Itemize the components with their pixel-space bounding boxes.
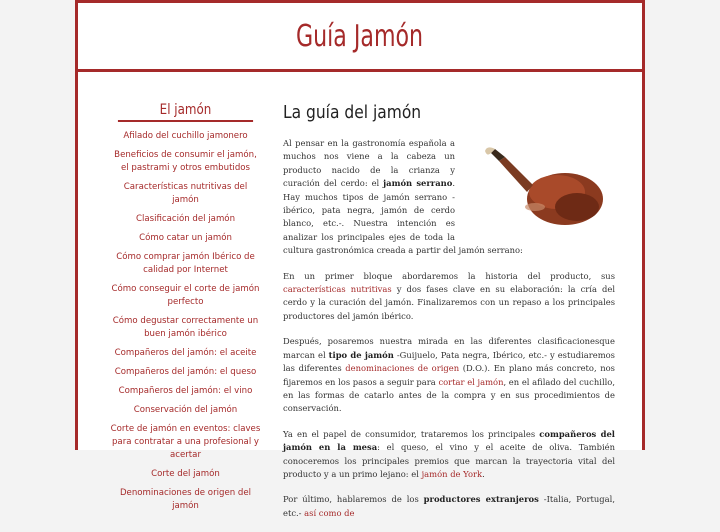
text: En un primer bloque abordaremos la historia del producto, sus [283, 270, 615, 281]
sidebar-link[interactable]: Beneficios de consumir el jamón, el pastrami y otros embutidos [114, 150, 257, 173]
bold-text: productores extranjeros [423, 494, 539, 505]
sidebar-title: El jamón [118, 102, 253, 122]
link-cortar-jamon[interactable]: cortar el jamón [438, 376, 504, 387]
link-caracteristicas[interactable]: características nutritivas [283, 284, 392, 295]
sidebar-link[interactable]: Compañeros del jamón: el vino [118, 386, 253, 396]
text: (D.O.). En plano más concreto, nos fijaremos en los pasos a seguir para [283, 363, 615, 387]
sidebar-link[interactable]: Conservación del jamón [133, 405, 238, 415]
paragraph-3 [283, 335, 615, 415]
bold-text: compañeros del jamón en la mesa [283, 428, 615, 453]
ham-leg-image [465, 137, 615, 232]
site-header [78, 0, 642, 72]
sidebar-link[interactable]: Cómo conseguir el corte de jamón perfecto [111, 284, 260, 307]
text: -Guijuelo, Pata negra, Ibérico, etc.- y estudiaremos las diferentes [283, 349, 615, 374]
paragraph-4 [283, 428, 615, 482]
link-jamon-york[interactable]: jamón de York [421, 468, 483, 479]
link-denominaciones[interactable]: denominaciones de origen [345, 363, 460, 374]
sidebar-link[interactable]: Denominaciones de origen del jamón [119, 488, 252, 511]
text: Al pensar en la gastronomía española a muchos nos viene a la cabeza un producto nacido de la crianza y curación del cerdo: el [283, 138, 455, 189]
sidebar-list [108, 130, 263, 513]
text: . Hay muchos tipos de jamón serrano -ibérico, pata negra, jamón de cerdo blanco, etc.-. Nuestra intención es analizar los principales ejes de toda la cultura gastronómica creada a partir del jamón serrano: [283, 178, 523, 256]
bold-text: tipo de jamón [328, 349, 394, 360]
sidebar-link[interactable]: Cómo comprar jamón Ibérico de calidad por Internet [116, 252, 255, 275]
sidebar [108, 102, 263, 519]
bold-text: jamón serrano [383, 178, 453, 189]
text: -Italia, Portugal, etc.- [283, 494, 615, 518]
text: , en el afilado del cuchillo, en las formas de catarlo antes de la compra y en sus procedimientos de conservación. [283, 376, 616, 414]
paragraph-5 [283, 493, 615, 520]
sidebar-link[interactable]: Clasificación del jamón [135, 214, 236, 224]
sidebar-link[interactable]: Cómo degustar correctamente un buen jamón ibérico [112, 316, 259, 339]
sidebar-link[interactable]: Corte de jamón en eventos: claves para contratar a una profesional y acertar [110, 424, 261, 460]
sidebar-link[interactable]: Cómo catar un jamón [139, 233, 232, 243]
sidebar-link[interactable]: Compañeros del jamón: el queso [114, 367, 257, 377]
paragraph-2 [283, 270, 615, 324]
page-frame [75, 0, 645, 518]
page-heading: La guía del jamón [283, 102, 422, 123]
sidebar-link[interactable]: Afilado del cuchillo jamonero [123, 131, 248, 141]
sidebar-link[interactable]: Corte del jamón [151, 469, 220, 479]
text: y dos fases clave en su elaboración: la cría del cerdo y la curación del jamón. Finalizaremos con un repaso a los principales productores del jamón ibérico. [283, 284, 615, 321]
text: Por último, hablaremos de los [283, 494, 424, 505]
text: Ya en el papel de consumidor, trataremos los principales [283, 428, 540, 439]
main-content [283, 102, 615, 532]
text: Después, posaremos nuestra mirada en las diferentes clasificacionesque marcan el [283, 336, 615, 360]
sidebar-link[interactable]: Compañeros del jamón: el aceite [114, 348, 257, 358]
sidebar-link[interactable]: Características nutritivas del jamón [123, 182, 248, 205]
text: : el queso, el vino y el aceite de oliva. También conoceremos los principales premios que marcan la trayectoria vital del producto y a un primo lejano: el [283, 442, 615, 479]
link-productores[interactable]: así como de [304, 507, 355, 518]
site-title[interactable]: Guía Jamón [296, 18, 424, 54]
text: . [482, 468, 485, 479]
